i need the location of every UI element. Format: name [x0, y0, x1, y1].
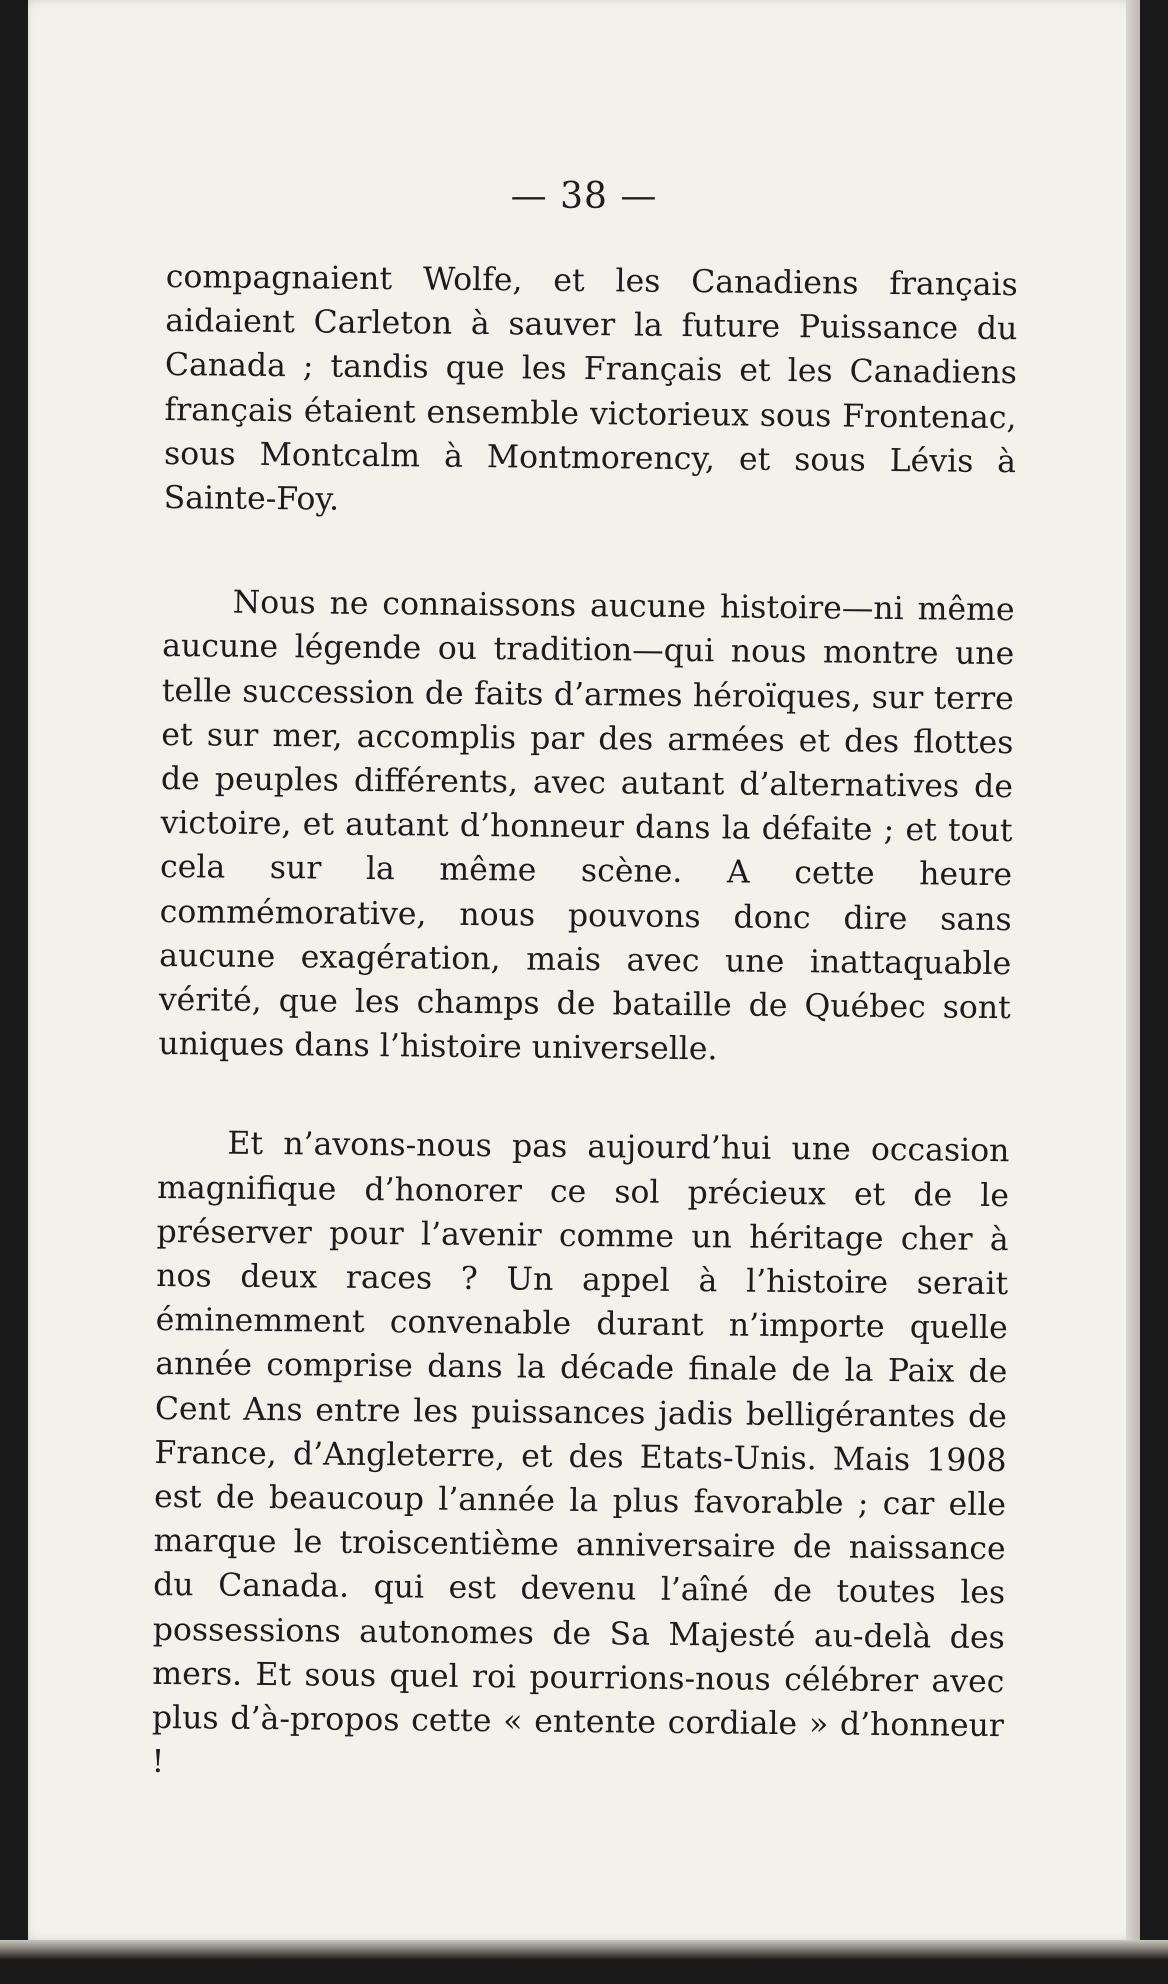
paragraph-3: Et n’avons-nous pas aujourd’hui une occasion magnifique d’honorer ce sol précieux et de le préserver pour l’avenir comme un héritage cher à nos deux races ? Un appel à l’histoire serait éminemment convenable durant n’importe quelle année comprise dans la décade finale de la Paix de Cent Ans entre les puissances jadis belligérantes de France, d’Angleterre, et des Etats-Unis. Mais 1908 est de beaucoup l’année la plus favorable ; car elle marque le troiscentième anniversaire de naissance du Canada. qui est devenu l’aîné de toutes les possessions autonomes de Sa Majesté au-delà des mers. Et sous quel roi pourrions-nous célébrer avec plus d’à-propos cette « entente cordiale » d’honneur !: [151, 1126, 1010, 1781]
page-bottom-edge: [0, 1940, 1168, 1984]
paragraph-2: Nous ne connaissons aucune histoire—ni même aucune légende ou tradition—qui nous montre une telle succession de faits d’armes héroïques, sur terre et sur mer, accomplis par des armées et des flottes de peuples différents, avec autant d’alternatives de victoire, et autant d’honneur dans la défaite ; et tout cela sur la même scène. A cette heure commémorative, nous pouvons donc dire sans aucune exagération, mais avec une inattaquable vérité, que les champs de bataille de Québec sont uniques dans l’histoire universelle.: [158, 584, 1015, 1068]
body-text: [151, 255, 1018, 1793]
paragraph-1: compagnaient Wolfe, et les Canadiens français aidaient Carleton à sauver la future Puissance du Canada ; tandis que les Français et les Canadiens français étaient ensemble victorieux sous Frontenac, sous Montcalm à Montmorency, et sous Lévis à Sainte-Foy.: [163, 258, 1018, 518]
page-number: — 38 —: [510, 176, 658, 217]
paragraph-spacer: [158, 1066, 1010, 1129]
page-right-edge: [1126, 0, 1140, 1946]
paragraph-spacer: [163, 520, 1016, 588]
